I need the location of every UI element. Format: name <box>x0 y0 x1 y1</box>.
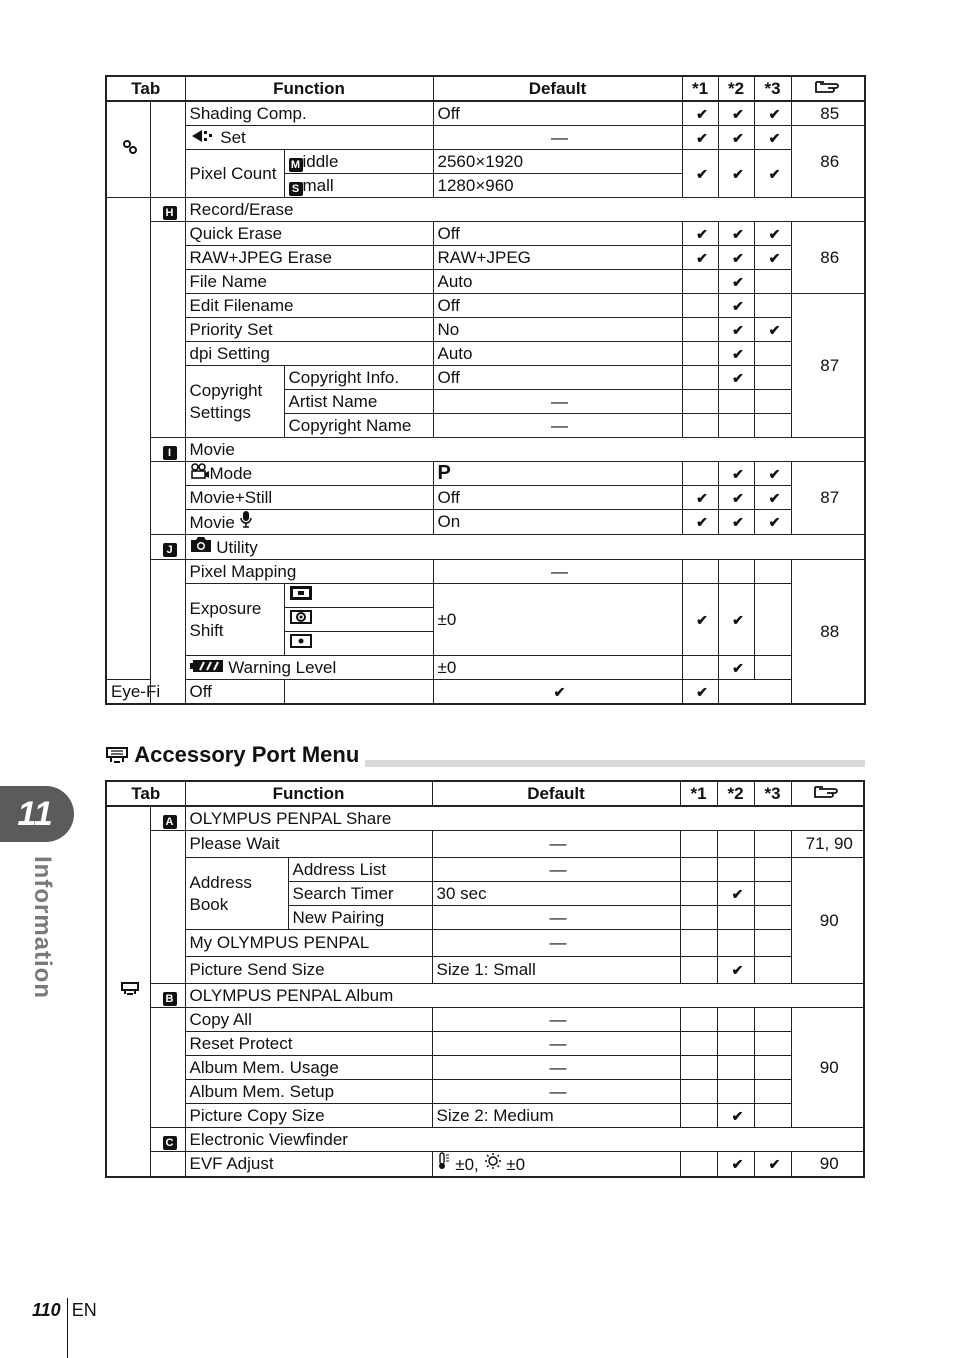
def-quick-erase: Off <box>433 222 682 246</box>
movie-camera-icon <box>190 463 210 479</box>
header-tab: Tab <box>106 76 185 101</box>
middle-icon: M <box>289 158 303 172</box>
header-c1: *1 <box>680 781 717 806</box>
fn-picture-send: Picture Send Size <box>185 957 432 984</box>
movie-header: Movie <box>185 438 865 462</box>
def-set: — <box>433 126 682 150</box>
check: ✔ <box>717 1152 754 1178</box>
subtab-movie-icon <box>150 438 185 462</box>
fn-search-timer: Search Timer <box>288 882 432 906</box>
check: ✔ <box>718 246 754 270</box>
def-dpi: Auto <box>433 342 682 366</box>
gear-icon <box>106 101 150 198</box>
footer-divider <box>67 1298 68 1358</box>
evf-brightness-value: ±0 <box>506 1155 526 1174</box>
album-tab-icon: B <box>163 992 177 1006</box>
check: ✔ <box>754 222 791 246</box>
address-book-label: Address Book <box>185 858 288 930</box>
page-ref: 71, 90 <box>791 831 864 858</box>
p-mode-label: P <box>437 462 451 484</box>
small-icon: S <box>289 182 303 196</box>
thermometer-icon <box>437 1152 451 1170</box>
fn-copyright-name: Copyright Name <box>284 414 433 438</box>
check: ✔ <box>754 150 791 198</box>
battery-icon <box>190 659 224 673</box>
microphone-icon <box>240 510 252 528</box>
fn-address-list: Address List <box>288 858 432 882</box>
language-code: EN <box>71 1300 97 1320</box>
check: ✔ <box>718 366 754 390</box>
page-ref: 90 <box>791 858 864 984</box>
utility-tab-icon: J <box>163 543 177 557</box>
fn-copy-all: Copy All <box>185 1008 432 1032</box>
fn-new-pairing: New Pairing <box>288 906 432 930</box>
fn-movie-mic <box>185 510 433 535</box>
header-c3: *3 <box>754 76 791 101</box>
check: ✔ <box>717 1104 754 1128</box>
heading-text <box>105 742 365 768</box>
fn-album-usage: Album Mem. Usage <box>185 1056 432 1080</box>
check: ✔ <box>754 510 791 535</box>
check: ✔ <box>682 486 718 510</box>
subtab-span <box>150 1008 185 1128</box>
check: ✔ <box>718 584 754 656</box>
small-label: mall <box>302 175 334 195</box>
def-middle: 2560×1920 <box>433 150 682 174</box>
fn-please-wait: Please Wait <box>185 831 432 858</box>
fn-my-penpal: My OLYMPUS PENPAL <box>185 930 432 957</box>
def-exposure-shift: ±0 <box>433 584 682 656</box>
def-eyefi: Off <box>185 680 284 705</box>
check: ✔ <box>717 882 754 906</box>
fn-pixel-mapping: Pixel Mapping <box>185 560 433 584</box>
header-c2: *2 <box>718 76 754 101</box>
check: ✔ <box>718 656 754 680</box>
header-function: Function <box>185 781 432 806</box>
subtab-span <box>150 831 185 984</box>
check: ✔ <box>754 462 791 486</box>
def-my-penpal: — <box>432 930 680 957</box>
def-pixel-mapping: — <box>433 560 682 584</box>
evf-tab-icon: C <box>163 1136 177 1150</box>
check: ✔ <box>682 510 718 535</box>
subtab-blank <box>150 101 185 198</box>
album-header: OLYMPUS PENPAL Album <box>185 984 864 1008</box>
fn-set <box>185 126 433 150</box>
check: ✔ <box>718 126 754 150</box>
def-edit-filename: Off <box>433 294 682 318</box>
page-ref: 90 <box>791 1008 864 1128</box>
page-ref: 90 <box>791 1152 864 1178</box>
def-small: 1280×960 <box>433 174 682 198</box>
chapter-tab <box>0 786 74 842</box>
check: ✔ <box>718 294 754 318</box>
check: ✔ <box>682 246 718 270</box>
hand-pointer-icon <box>791 76 865 101</box>
evf-header: Electronic Viewfinder <box>185 1128 864 1152</box>
check: ✔ <box>754 101 791 126</box>
header-default: Default <box>433 76 682 101</box>
fn-raw-erase: RAW+JPEG Erase <box>185 246 433 270</box>
aspect-set-icon <box>190 129 216 143</box>
warning-level-label: Warning Level <box>228 657 337 677</box>
camera-icon <box>190 535 212 553</box>
header-c1: *1 <box>682 76 718 101</box>
check: ✔ <box>718 150 754 198</box>
def-picture-copy: Size 2: Medium <box>432 1104 680 1128</box>
fn-warning-level <box>185 656 433 680</box>
fn-movie-still: Movie+Still <box>185 486 433 510</box>
header-c2: *2 <box>717 781 754 806</box>
def-priority-set: No <box>433 318 682 342</box>
evf-temp-value: ±0, <box>455 1155 479 1174</box>
esp-metering-icon <box>284 584 433 608</box>
check: ✔ <box>754 318 791 342</box>
tab-gear-span <box>106 198 150 680</box>
page-number: 110 <box>32 1300 61 1320</box>
copyright-label: Copyright Settings <box>185 366 284 438</box>
def-raw-erase: RAW+JPEG <box>433 246 682 270</box>
set-label: Set <box>220 127 246 147</box>
subtab-album-icon <box>150 984 185 1008</box>
fn-priority-set: Priority Set <box>185 318 433 342</box>
subtab-span <box>150 222 185 438</box>
fn-shading: Shading Comp. <box>185 101 433 126</box>
check: ✔ <box>718 101 754 126</box>
def-copyright-info: Off <box>433 366 682 390</box>
accessory-port-table <box>105 780 865 1178</box>
def-evf-adjust <box>432 1152 680 1178</box>
pixel-count-label: Pixel Count <box>185 150 284 198</box>
check: ✔ <box>754 1152 791 1178</box>
fn-edit-filename: Edit Filename <box>185 294 433 318</box>
page-ref: 87 <box>791 462 865 535</box>
check: ✔ <box>718 510 754 535</box>
subtab-evf-icon <box>150 1128 185 1152</box>
check: ✔ <box>682 680 718 705</box>
def-album-setup: — <box>432 1080 680 1104</box>
hand-pointer-icon <box>791 781 864 806</box>
page-ref: 86 <box>791 126 865 198</box>
check: ✔ <box>682 126 718 150</box>
spot-metering-icon <box>284 632 433 656</box>
check: ✔ <box>718 270 754 294</box>
pixel-count-middle <box>284 150 433 174</box>
pixel-count-small <box>284 174 433 198</box>
check: ✔ <box>718 222 754 246</box>
def-movie-mic: On <box>433 510 682 535</box>
check: ✔ <box>433 680 682 705</box>
subtab-record-icon <box>150 198 185 222</box>
subtab-span <box>150 462 185 535</box>
fn-copyright-info: Copyright Info. <box>284 366 433 390</box>
page-ref: 88 <box>791 560 865 705</box>
def-copyright-name: — <box>433 414 682 438</box>
page-footer <box>32 1298 97 1358</box>
page-ref: 86 <box>791 222 865 294</box>
page-ref: 85 <box>791 101 865 126</box>
fn-artist-name: Artist Name <box>284 390 433 414</box>
share-tab-icon: A <box>163 815 177 829</box>
fn-file-name: File Name <box>185 270 433 294</box>
fn-eyefi: Eye-Fi <box>106 680 185 705</box>
record-erase-icon: H <box>163 206 177 220</box>
header-tab: Tab <box>106 781 185 806</box>
fn-dpi: dpi Setting <box>185 342 433 366</box>
def-movie-still: Off <box>433 486 682 510</box>
header-c3: *3 <box>754 781 791 806</box>
def-movie-mode <box>433 462 682 486</box>
subtab-span <box>150 1152 185 1178</box>
check: ✔ <box>718 486 754 510</box>
def-file-name: Auto <box>433 270 682 294</box>
middle-label: iddle <box>302 151 339 171</box>
def-address-list: — <box>432 858 680 882</box>
check: ✔ <box>682 150 718 198</box>
def-artist-name: — <box>433 390 682 414</box>
def-album-usage: — <box>432 1056 680 1080</box>
def-shading: Off <box>433 101 682 126</box>
custom-menu-table <box>105 75 866 705</box>
movie-tab-icon: I <box>163 446 177 460</box>
check: ✔ <box>754 246 791 270</box>
subtab-share-icon <box>150 806 185 831</box>
mode-label: Mode <box>209 463 253 483</box>
check: ✔ <box>682 584 718 656</box>
page-ref: 87 <box>791 294 865 438</box>
utility-header <box>185 535 865 560</box>
def-new-pairing: — <box>432 906 680 930</box>
def-please-wait: — <box>432 831 680 858</box>
section-title-label: Accessory Port Menu <box>134 742 360 767</box>
section-heading <box>105 742 865 768</box>
def-picture-send: Size 1: Small <box>432 957 680 984</box>
record-erase-header: Record/Erase <box>185 198 865 222</box>
accessory-port-icon <box>106 806 150 1177</box>
fn-quick-erase: Quick Erase <box>185 222 433 246</box>
check: ✔ <box>682 101 718 126</box>
header-function: Function <box>185 76 433 101</box>
fn-movie-mode <box>185 462 433 486</box>
check: ✔ <box>718 462 754 486</box>
subtab-utility-icon <box>150 535 185 560</box>
fn-reset-protect: Reset Protect <box>185 1032 432 1056</box>
chapter-number: 11 <box>17 795 53 833</box>
check: ✔ <box>718 318 754 342</box>
header-default: Default <box>432 781 680 806</box>
def-copy-all: — <box>432 1008 680 1032</box>
check: ✔ <box>682 222 718 246</box>
exposure-shift-label: Exposure Shift <box>185 584 284 656</box>
check: ✔ <box>754 126 791 150</box>
fn-evf-adjust: EVF Adjust <box>185 1152 432 1178</box>
accessory-port-icon <box>105 746 129 764</box>
chapter-label: Information <box>29 856 56 999</box>
check: ✔ <box>754 486 791 510</box>
fn-picture-copy: Picture Copy Size <box>185 1104 432 1128</box>
def-reset-protect: — <box>432 1032 680 1056</box>
sun-icon <box>484 1152 502 1170</box>
def-warning-level: ±0 <box>433 656 682 680</box>
share-header: OLYMPUS PENPAL Share <box>185 806 864 831</box>
utility-label: Utility <box>216 538 258 557</box>
def-search-timer: 30 sec <box>432 882 680 906</box>
center-weighted-metering-icon <box>284 608 433 632</box>
check: ✔ <box>717 957 754 984</box>
movie-mic-label: Movie <box>189 513 235 532</box>
check: ✔ <box>718 342 754 366</box>
fn-album-setup: Album Mem. Setup <box>185 1080 432 1104</box>
